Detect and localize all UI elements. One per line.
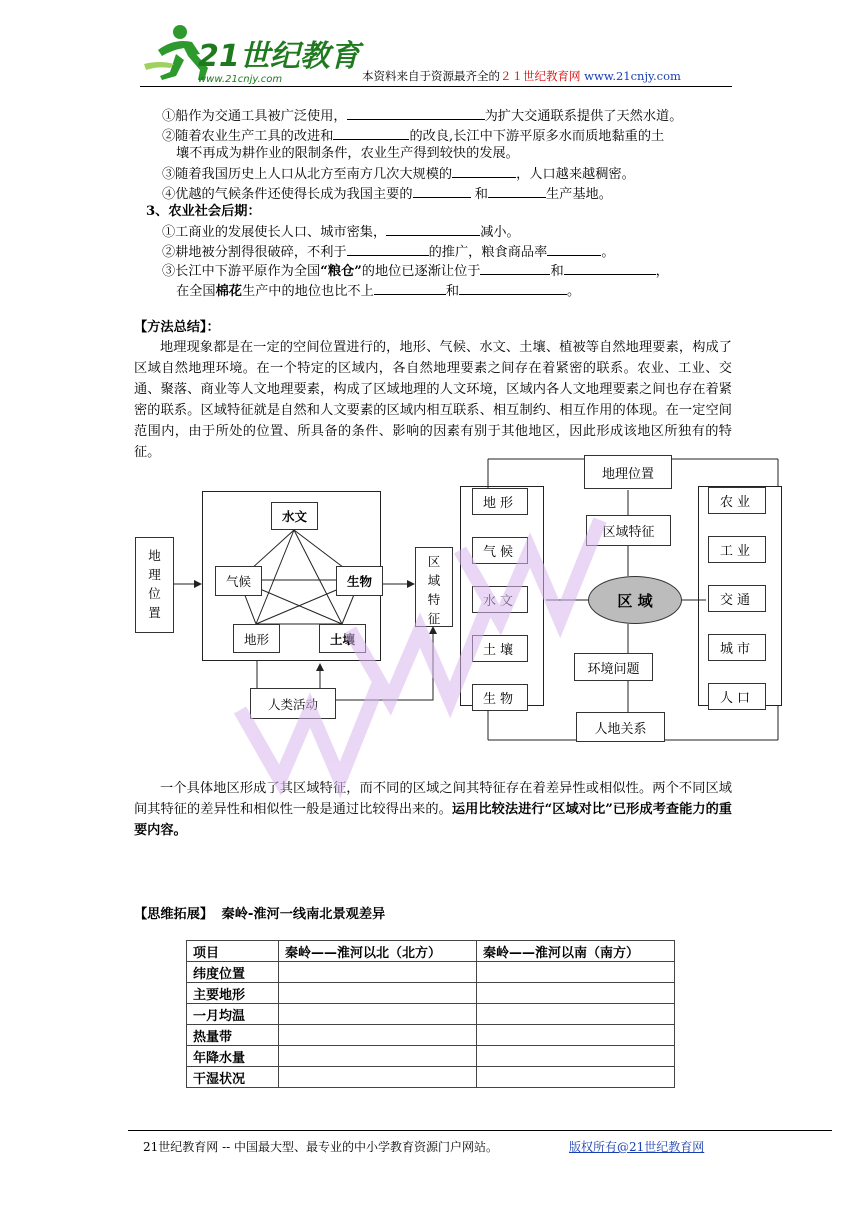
table-header-cell: 秦岭——淮河以南（南方） — [477, 941, 675, 962]
answer-cell[interactable] — [477, 1067, 675, 1088]
header-source-prefix: 本资料来自于资源最齐全的 — [362, 69, 500, 83]
box-r-location: 地理位置 — [584, 455, 672, 489]
box-r-industry: 工业 — [708, 536, 766, 563]
item-4: ④优越的气候条件还使得长成为我国主要的 和 生产基地。 — [162, 183, 612, 205]
answer-cell[interactable] — [279, 1046, 477, 1067]
box-r-climate: 气候 — [472, 537, 528, 564]
table-row — [187, 962, 675, 983]
box-climate: 气候 — [215, 566, 262, 596]
table-row — [187, 1046, 675, 1067]
answer-cell[interactable] — [279, 962, 477, 983]
box-hydro: 水文 — [271, 502, 318, 530]
table-header-row — [187, 941, 675, 962]
item-2-cont: 壤不再成为耕作业的限制条件，农业生产得到较快的发展。 — [176, 146, 519, 161]
box-r-population: 人口 — [708, 683, 766, 710]
comparison-table — [186, 940, 675, 1088]
item-3-2: ②耕地被分割得很破碎，不利于 的推广，粮食商品率 。 — [162, 241, 615, 263]
box-r-hydro: 水文 — [472, 586, 528, 613]
box-human-activity: 人类活动 — [250, 688, 336, 719]
logo-text: 21世纪教育 — [198, 39, 360, 74]
box-r-agri: 农业 — [708, 487, 766, 514]
box-bio: 生物 — [336, 566, 383, 596]
answer-cell[interactable] — [477, 1046, 675, 1067]
table-header-cell: 项目 — [187, 941, 279, 962]
row-label: 年降水量 — [187, 1046, 279, 1067]
table-row — [187, 1025, 675, 1046]
footer-rule — [128, 1130, 832, 1131]
answer-cell[interactable] — [477, 983, 675, 1004]
answer-cell[interactable] — [279, 1067, 477, 1088]
table-header-cell: 秦岭——淮河以北（北方） — [279, 941, 477, 962]
box-r-env: 环境问题 — [574, 653, 653, 681]
box-r-city: 城市 — [708, 634, 766, 661]
item-2: ②随着农业生产工具的改进和 的改良,长江中下游平原多水而质地黏重的土 — [162, 125, 664, 147]
item-3-3-cont: 在全国棉花生产中的地位也比不上 和 。 — [176, 280, 580, 302]
table-row — [187, 983, 675, 1004]
box-r-relation: 人地关系 — [576, 712, 665, 742]
box-r-soil: 土壤 — [472, 635, 528, 662]
box-r-transport: 交通 — [708, 585, 766, 612]
ellipse-region: 区 域 — [588, 576, 682, 624]
item-3: ③随着我国历史上人口从北方至南方几次大规模的 ，人口越来越稠密。 — [162, 163, 635, 185]
method-paragraph: 地理现象都是在一定的空间位置进行的，地形、气候、水文、土壤、植被等自然地理要素，构成了区域自然地理环境。在一个特定的区域内，各自然地理要素之间存在着紧密的联系。农业、工业、交通、聚落、商业等人文地理要素，构成了区域地理的人文环境，区域内各人文地理要素之间也存在着紧密的联系。区域特征就是自然和人文要素的区域内相互联系、相互制约、相互作用的体现。在一定空间范围内，由于所处的位置、所具备的条件、影响的因素有别于其他地区，因此形成该地区所独有的特征。 — [134, 340, 732, 460]
row-label: 一月均温 — [187, 1004, 279, 1025]
table-row — [187, 1004, 675, 1025]
summary-paragraph: 一个具体地区形成了其区域特征，而不同的区域之间其特征存在着差异性或相似性。两个不同区域间其特征的差异性和相似性一般是通过比较得出来的。运用比较法进行“区域对比”已形成考查能力的重要内容。 — [134, 781, 732, 838]
answer-cell[interactable] — [477, 1025, 675, 1046]
answer-cell[interactable] — [279, 983, 477, 1004]
answer-cell[interactable] — [279, 1004, 477, 1025]
header-source-site[interactable]: ２１世纪教育网 — [500, 69, 581, 83]
row-label: 热量带 — [187, 1025, 279, 1046]
box-soil: 土壤 — [319, 624, 366, 653]
footer-text: 21世纪教育网 -- 中国最大型、最专业的中小学教育资源门户网站。 — [143, 1140, 499, 1154]
box-r-feature: 区域特征 — [586, 515, 671, 546]
item-1: ①船作为交通工具被广泛使用， 为扩大交通联系提供了天然水道。 — [162, 105, 682, 127]
footer-copyright-link[interactable]: 版权所有@21世纪教育网 — [569, 1140, 705, 1154]
section-3-title: 3、农业社会后期： — [146, 204, 261, 219]
method-title: 【方法总结】： — [134, 320, 220, 335]
row-label: 主要地形 — [187, 983, 279, 1004]
answer-cell[interactable] — [477, 962, 675, 983]
header-source-url[interactable]: www.21cnjy.com — [584, 69, 681, 83]
answer-cell[interactable] — [279, 1025, 477, 1046]
row-label: 干湿状况 — [187, 1067, 279, 1088]
table-row — [187, 1067, 675, 1088]
row-label: 纬度位置 — [187, 962, 279, 983]
box-r-terrain: 地形 — [472, 488, 528, 515]
box-terrain: 地形 — [233, 624, 280, 653]
box-location: 地理位置 — [135, 537, 174, 633]
box-r-bio: 生物 — [472, 684, 528, 711]
item-3-3: ③长江中下游平原作为全国“粮仓”的地位已逐渐让位于 和 ， — [162, 260, 669, 282]
box-region-feature: 区域特征 — [415, 547, 453, 627]
answer-cell[interactable] — [477, 1004, 675, 1025]
logo-url: www.21cnjy.com — [198, 74, 283, 85]
extension-heading: 【思维拓展】 秦岭-淮河一线南北景观差异 — [134, 907, 386, 922]
item-3-1: ①工商业的发展使长人口、城市密集， 减小。 — [162, 221, 520, 243]
